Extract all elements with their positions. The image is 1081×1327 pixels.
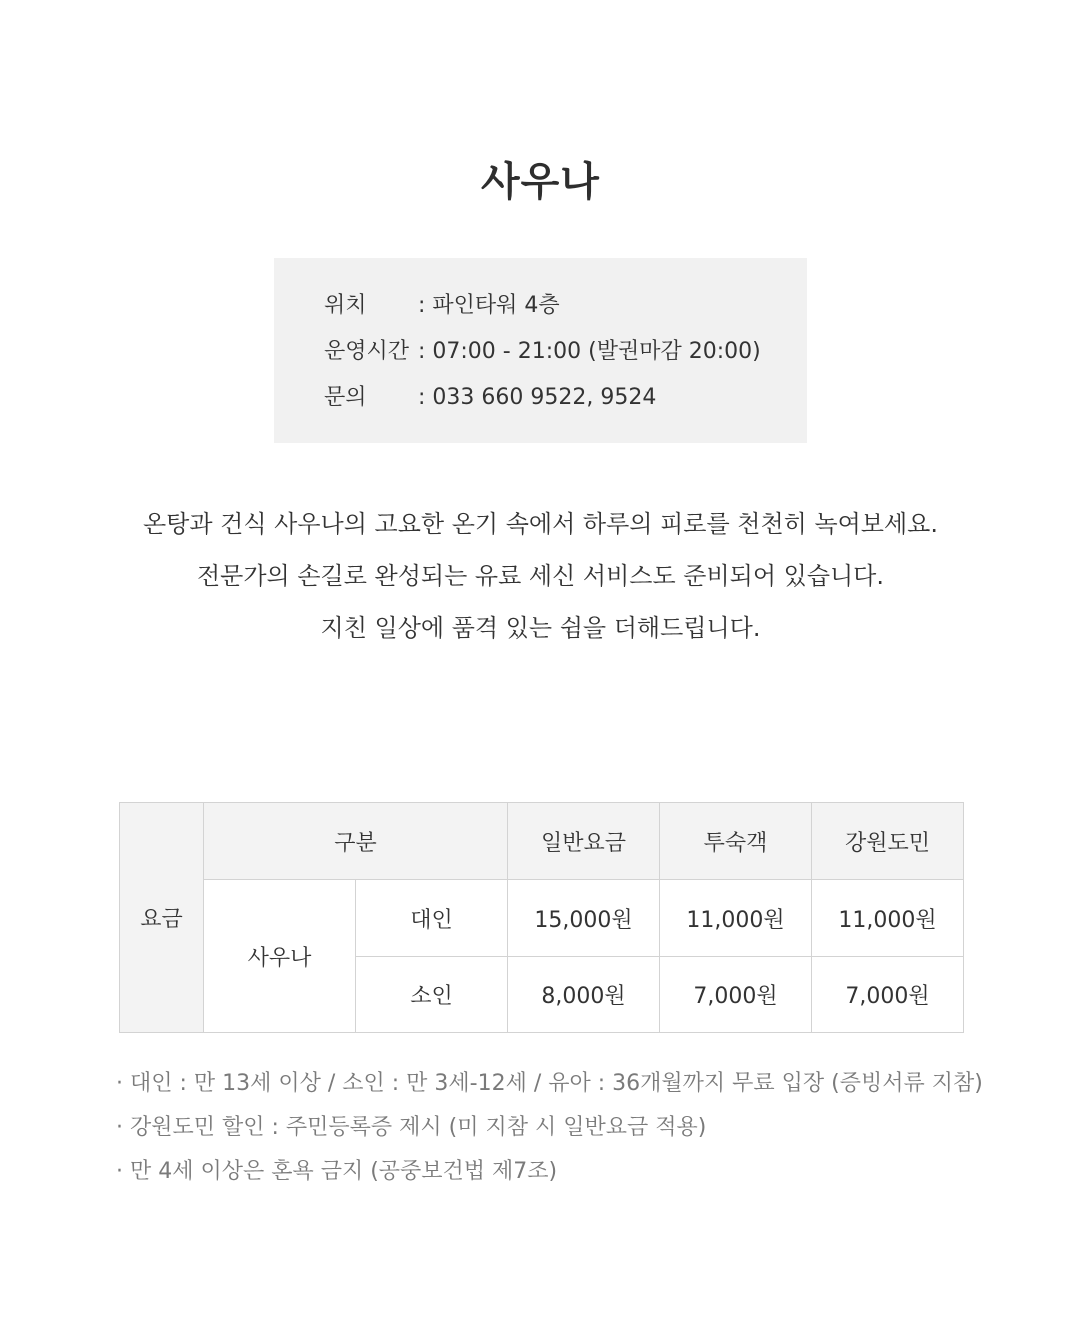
description-line: 전문가의 손길로 완성되는 유료 세신 서비스도 준비되어 있습니다. xyxy=(197,562,884,590)
info-value: : 033 660 9522, 9524 xyxy=(418,385,657,410)
row-header-fee: 요금 xyxy=(120,803,204,1033)
description-line: 지친 일상에 품격 있는 쉼을 더해드립니다. xyxy=(320,614,761,642)
note-item: · 만 4세 이상은 혼욕 금지 (공중보건법 제7조) xyxy=(116,1159,558,1184)
description xyxy=(0,498,1081,654)
page-title: 사우나 xyxy=(481,159,600,205)
info-value: : 파인타워 4층 xyxy=(418,293,560,318)
notes xyxy=(116,1062,983,1194)
column-header-category: 구분 xyxy=(204,803,508,880)
column-header-guest: 투숙객 xyxy=(660,803,812,880)
price-cell: 11,000원 xyxy=(812,880,964,957)
price-cell: 7,000원 xyxy=(660,957,812,1033)
column-header-regular: 일반요금 xyxy=(508,803,660,880)
price-cell: 8,000원 xyxy=(508,957,660,1033)
price-cell: 11,000원 xyxy=(660,880,812,957)
type-cell: 소인 xyxy=(356,957,508,1033)
price-cell: 7,000원 xyxy=(812,957,964,1033)
info-label: 문의 xyxy=(324,385,367,410)
info-row-contact xyxy=(274,375,807,421)
table-row xyxy=(120,880,964,957)
note-item: · 대인 : 만 13세 이상 / 소인 : 만 3세-12세 / 유아 : 36개월까지 무료 입장 (증빙서류 지참) xyxy=(116,1071,983,1096)
info-row-location xyxy=(274,283,807,329)
fee-table xyxy=(119,802,964,1033)
info-box xyxy=(274,258,807,443)
facility-cell: 사우나 xyxy=(204,880,356,1033)
info-value: : 07:00 - 21:00 (발권마감 20:00) xyxy=(418,339,761,364)
info-row-hours xyxy=(274,329,807,375)
description-line: 온탕과 건식 사우나의 고요한 온기 속에서 하루의 피로를 천천히 녹여보세요. xyxy=(143,510,938,538)
note-item: · 강원도민 할인 : 주민등록증 제시 (미 지참 시 일반요금 적용) xyxy=(116,1115,707,1140)
table-header-row xyxy=(120,803,964,880)
type-cell: 대인 xyxy=(356,880,508,957)
price-cell: 15,000원 xyxy=(508,880,660,957)
info-label: 운영시간 xyxy=(324,339,410,364)
column-header-gangwon: 강원도민 xyxy=(812,803,964,880)
info-label: 위치 xyxy=(324,293,367,318)
